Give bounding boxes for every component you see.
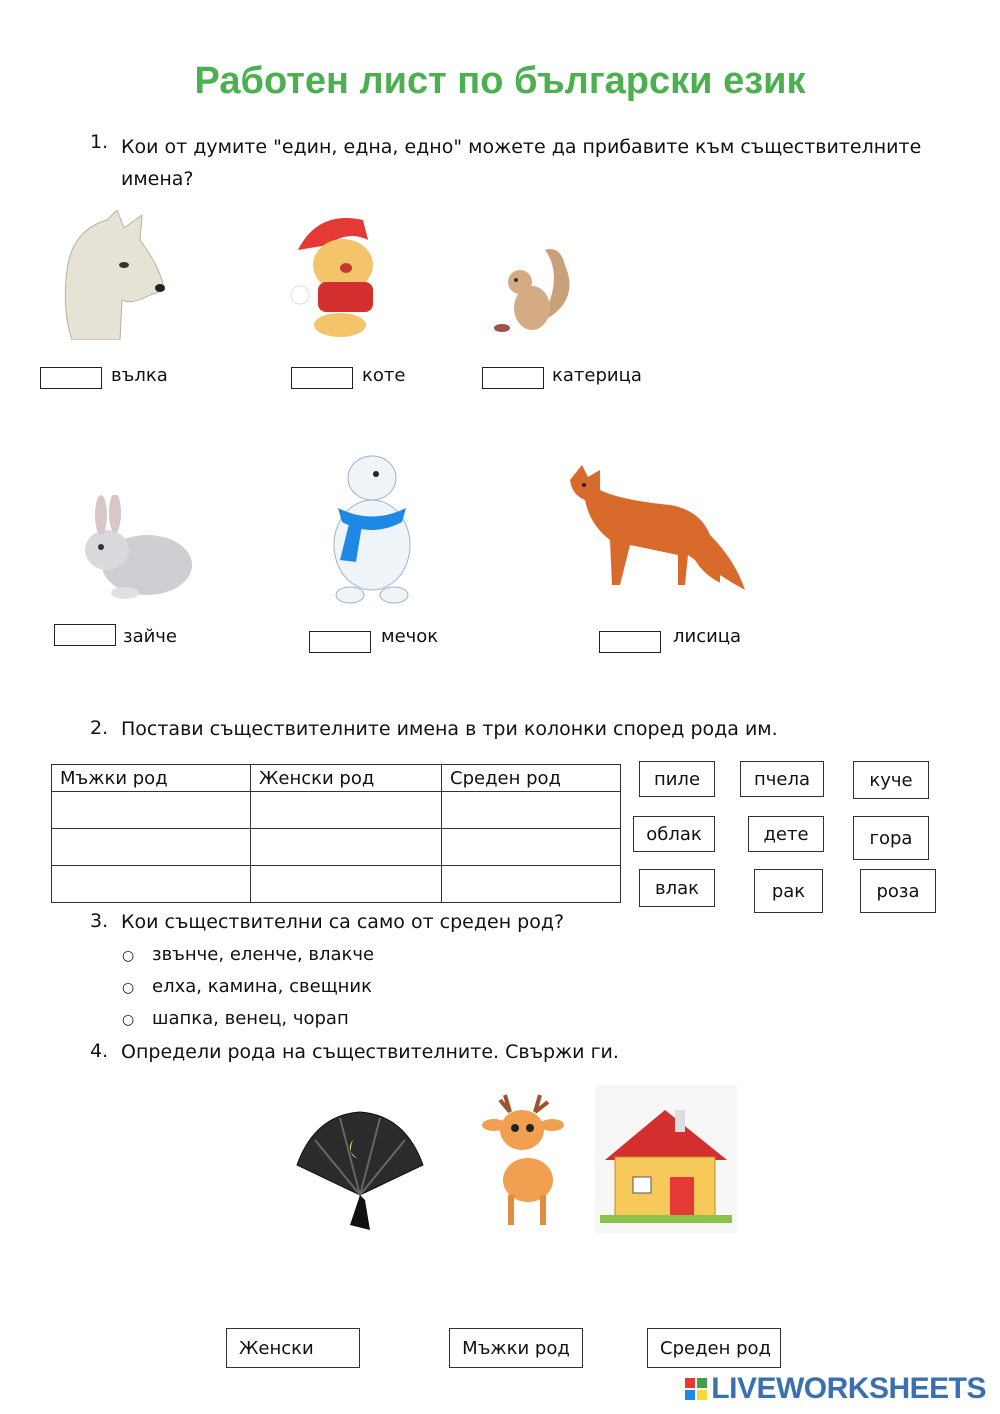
word-kitten: коте xyxy=(362,365,406,386)
table-row xyxy=(52,866,621,903)
word-card-gora[interactable]: гора xyxy=(853,816,929,860)
q3-option-3[interactable] xyxy=(122,1008,349,1029)
q1-text-line2: имена? xyxy=(121,168,194,190)
word-card-kuche[interactable]: куче xyxy=(853,761,929,799)
page-title: Работен лист по български език xyxy=(194,60,806,102)
word-bunny: зайче xyxy=(123,626,178,647)
match-target-neuter[interactable]: Среден род xyxy=(647,1328,781,1368)
option-label: шапка, венец, чорап xyxy=(152,1008,349,1029)
column-feminine: Женски род xyxy=(251,765,442,792)
brand-text: LIVEWORKSHEETS xyxy=(711,1372,986,1405)
fan-icon xyxy=(295,1110,425,1235)
fox-icon xyxy=(560,465,750,595)
q1-text-line1: Кои от думите "един, една, едно" можете да прибавите към съществителните xyxy=(121,136,922,158)
answer-box-wolf[interactable] xyxy=(40,367,102,389)
q1-number: 1. xyxy=(90,131,109,153)
match-target-feminine[interactable]: Женски xyxy=(226,1328,360,1368)
q3-text: Кои съществителни са само от среден род? xyxy=(121,911,565,933)
answer-box-bear[interactable] xyxy=(309,631,371,653)
answer-box-squirrel[interactable] xyxy=(482,367,544,389)
bunny-icon xyxy=(75,495,195,605)
drop-cell[interactable] xyxy=(251,792,442,829)
word-bear: мечок xyxy=(381,626,439,647)
q3-option-2[interactable] xyxy=(122,976,372,997)
radio-icon[interactable]: ○ xyxy=(122,1012,135,1028)
column-neuter: Среден род xyxy=(442,765,621,792)
fawn-icon xyxy=(480,1090,575,1230)
q3-number: 3. xyxy=(90,910,109,932)
table-row xyxy=(52,829,621,866)
word-card-dete[interactable]: дете xyxy=(748,816,824,852)
drop-cell[interactable] xyxy=(52,792,251,829)
q3-option-1[interactable] xyxy=(122,944,374,965)
q1-text xyxy=(121,131,921,195)
table-row xyxy=(52,792,621,829)
option-label: елха, камина, свещник xyxy=(152,976,372,997)
drop-cell[interactable] xyxy=(442,866,621,903)
drop-cell[interactable] xyxy=(52,829,251,866)
q4-number: 4. xyxy=(90,1040,109,1062)
drop-cell[interactable] xyxy=(442,792,621,829)
gender-table xyxy=(51,764,621,903)
liveworksheets-brand[interactable] xyxy=(685,1372,986,1406)
radio-icon[interactable]: ○ xyxy=(122,948,135,964)
drop-cell[interactable] xyxy=(251,829,442,866)
answer-box-kitten[interactable] xyxy=(291,367,353,389)
q4-text: Определи рода на съществителните. Свържи ги. xyxy=(121,1041,619,1063)
drop-cell[interactable] xyxy=(52,866,251,903)
word-card-vlak[interactable]: влак xyxy=(639,869,715,907)
kitten-icon xyxy=(288,210,388,340)
drop-cell[interactable] xyxy=(442,829,621,866)
word-wolf: вълка xyxy=(111,365,168,386)
word-card-pchela[interactable]: пчела xyxy=(740,761,824,797)
answer-box-bunny[interactable] xyxy=(54,624,116,646)
option-label: звънче, еленче, влакче xyxy=(152,944,375,965)
word-card-pile[interactable]: пиле xyxy=(639,761,715,797)
q2-text: Постави съществителните имена в три колонки според рода им. xyxy=(121,718,778,740)
word-squirrel: катерица xyxy=(552,365,642,386)
liveworksheets-logo-icon xyxy=(685,1378,707,1400)
word-fox: лисица xyxy=(673,626,742,647)
drop-cell[interactable] xyxy=(251,866,442,903)
answer-box-fox[interactable] xyxy=(599,631,661,653)
word-card-rak[interactable]: рак xyxy=(754,869,823,913)
house-icon xyxy=(595,1085,737,1233)
q2-number: 2. xyxy=(90,717,109,739)
radio-icon[interactable]: ○ xyxy=(122,980,135,996)
wolf-icon xyxy=(62,210,167,340)
word-card-oblak[interactable]: облак xyxy=(633,816,715,852)
squirrel-icon xyxy=(490,240,580,340)
polar-bear-icon xyxy=(310,450,425,605)
match-target-masculine[interactable]: Мъжки род xyxy=(449,1328,583,1368)
column-masculine: Мъжки род xyxy=(52,765,251,792)
word-card-roza[interactable]: роза xyxy=(860,869,936,913)
